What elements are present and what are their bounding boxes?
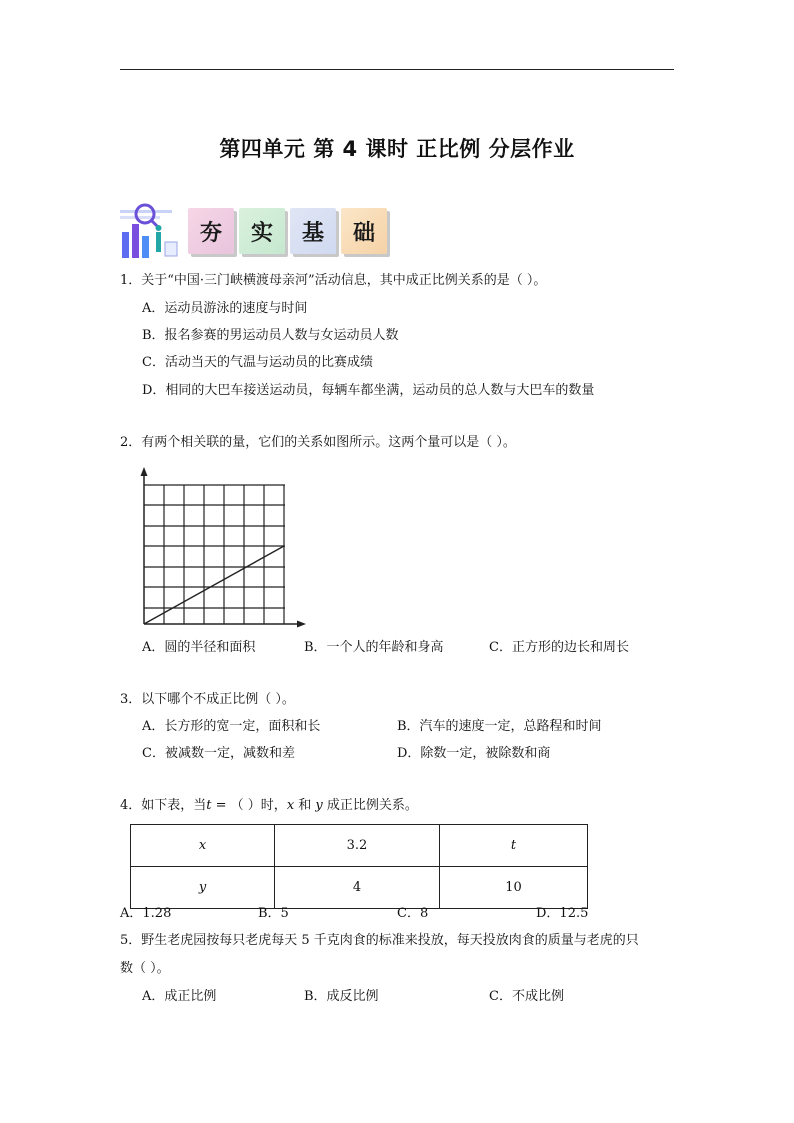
q3-option-a: A．长方形的宽一定，面积和长 <box>142 719 321 734</box>
question-1-stem: 1．关于“中国·三门峡横渡母亲河”活动信息，其中成正比例关系的是（ ）。 <box>120 273 547 288</box>
q4-option-b: B．5 <box>258 906 289 921</box>
table-cell: t <box>440 825 588 867</box>
question-5-stem-line1: 5．野生老虎园按每只老虎每天 5 千克肉食的标准来投放，每天投放肉食的质量与老虎的只 <box>120 933 639 948</box>
q1-option-a: A．运动员游泳的速度与时间 <box>142 301 308 316</box>
banner-tile: 夯 <box>188 208 234 254</box>
x-axis-arrow-icon <box>297 621 306 628</box>
q4-stem-text: 成正比例关系。 <box>322 798 418 813</box>
banner-tile: 基 <box>290 208 336 254</box>
q5-option-b: B．成反比例 <box>304 989 379 1004</box>
q4-stem-var-y: y <box>315 798 323 813</box>
question-5-stem-line2: 数（ ）。 <box>120 961 170 976</box>
q4-stem-text: 4．如下表，当 <box>120 798 207 813</box>
q3-option-d: D．除数一定，被除数和商 <box>397 746 551 761</box>
q2-option-a: A．圆的半径和面积 <box>142 640 256 655</box>
table-row <box>131 867 588 909</box>
section-banner <box>118 200 408 262</box>
q5-option-c: C．不成比例 <box>489 989 564 1004</box>
q1-option-d: D．相同的大巴车接送运动员，每辆车都坐满，运动员的总人数与大巴车的数量 <box>142 383 595 398</box>
q2-option-b: B．一个人的年龄和身高 <box>304 640 444 655</box>
banner-tile: 础 <box>341 208 387 254</box>
q4-stem-text: = （ ）时， <box>211 798 287 813</box>
q4-stem-var-x: x <box>286 798 295 813</box>
header-rule <box>120 69 674 70</box>
table-cell: 3.2 <box>275 825 440 867</box>
q4-stem-text: 和 <box>294 798 316 813</box>
table-cell: y <box>131 867 275 909</box>
magnifier-chart-icon <box>118 202 186 262</box>
values-table <box>130 824 588 909</box>
q2-option-c: C．正方形的边长和周长 <box>489 640 629 655</box>
y-axis-arrow-icon <box>141 467 148 476</box>
banner-tile: 实 <box>239 208 285 254</box>
question-4-stem <box>120 798 418 814</box>
q4-stem-var-t: t <box>206 798 212 813</box>
question-2-stem: 2．有两个相关联的量，它们的关系如图所示。这两个量可以是（ ）。 <box>120 435 516 450</box>
table-cell: x <box>131 825 275 867</box>
table-cell: 4 <box>275 867 440 909</box>
q1-option-b: B．报名参赛的男运动员人数与女运动员人数 <box>142 328 399 343</box>
table-cell: 10 <box>440 867 588 909</box>
proportion-graph <box>128 466 308 630</box>
page-title: 第四单元 第 4 课时 正比例 分层作业 <box>219 137 575 161</box>
q4-option-d: D．12.5 <box>536 906 589 921</box>
q4-option-a: A．1.28 <box>120 906 172 921</box>
q3-option-b: B．汽车的速度一定，总路程和时间 <box>397 719 602 734</box>
banner-tiles <box>188 208 387 254</box>
q3-option-c: C．被减数一定，减数和差 <box>142 746 295 761</box>
graph-grid <box>144 485 285 624</box>
q4-option-c: C．8 <box>397 906 429 921</box>
q5-option-a: A．成正比例 <box>142 989 217 1004</box>
table-row <box>131 825 588 867</box>
q1-option-c: C．活动当天的气温与运动员的比赛成绩 <box>142 355 373 370</box>
proportion-line <box>144 546 284 624</box>
question-3-stem: 3．以下哪个不成正比例（ ）。 <box>120 692 295 707</box>
